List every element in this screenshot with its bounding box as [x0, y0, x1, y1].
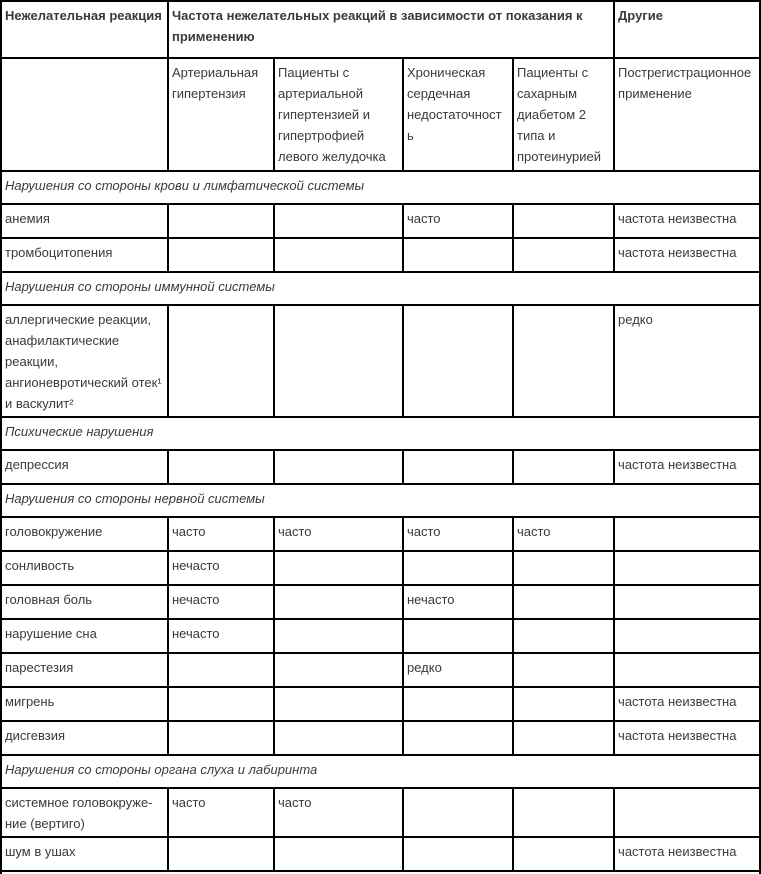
frequency-cell: [513, 204, 614, 238]
frequency-cell: [274, 653, 403, 687]
reaction-cell: парестезия: [1, 653, 168, 687]
frequency-cell: нечасто: [403, 585, 513, 619]
section-label: Нарушения со стороны иммунной системы: [1, 272, 760, 305]
frequency-cell: [274, 305, 403, 417]
frequency-cell: [513, 687, 614, 721]
reaction-cell: аллергические реакции, анафилактические реакции, ангионевротический отек¹ и васкулит²: [1, 305, 168, 417]
frequency-cell: [614, 517, 760, 551]
frequency-cell: [513, 788, 614, 837]
header-indication-chf: Хроническая сердечная недостаточность: [403, 58, 513, 171]
section-row: [1, 484, 760, 517]
frequency-cell: [274, 619, 403, 653]
reaction-cell: анемия: [1, 204, 168, 238]
frequency-cell: [513, 305, 614, 417]
table-head: [1, 1, 760, 171]
section-row: [1, 171, 760, 204]
table-row: [1, 788, 760, 837]
frequency-cell: частота неизвестна: [614, 450, 760, 484]
section-row: [1, 272, 760, 305]
reaction-cell: системное головокруже- ние (вертиго): [1, 788, 168, 837]
frequency-cell: [614, 551, 760, 585]
table-row: [1, 653, 760, 687]
frequency-cell: [274, 721, 403, 755]
frequency-cell: [274, 551, 403, 585]
table-row: [1, 687, 760, 721]
table-body: [1, 171, 760, 874]
reaction-cell: сонливость: [1, 551, 168, 585]
frequency-cell: [403, 450, 513, 484]
frequency-cell: [403, 788, 513, 837]
reaction-cell: тромбоцитопения: [1, 238, 168, 272]
frequency-cell: [403, 837, 513, 871]
header-indication-hypertension: Артериальная гипертензия: [168, 58, 274, 171]
frequency-cell: часто: [403, 204, 513, 238]
reaction-cell: головокружение: [1, 517, 168, 551]
frequency-cell: [614, 619, 760, 653]
frequency-cell: [403, 305, 513, 417]
frequency-cell: часто: [274, 517, 403, 551]
frequency-cell: [168, 653, 274, 687]
frequency-cell: [403, 721, 513, 755]
table-row: [1, 305, 760, 417]
header-indication-diabetes: Пациенты с сахарным диабетом 2 типа и протеинурией: [513, 58, 614, 171]
frequency-cell: [513, 837, 614, 871]
frequency-cell: [614, 788, 760, 837]
frequency-cell: часто: [168, 788, 274, 837]
frequency-cell: [614, 585, 760, 619]
header-row-indications: [1, 58, 760, 171]
frequency-cell: [513, 721, 614, 755]
header-postmarketing: Пострегистрационное применение: [614, 58, 760, 171]
frequency-cell: [403, 687, 513, 721]
frequency-cell: частота неизвестна: [614, 238, 760, 272]
table-row: [1, 721, 760, 755]
frequency-cell: [403, 238, 513, 272]
frequency-cell: [168, 837, 274, 871]
frequency-cell: [274, 238, 403, 272]
table-row: [1, 204, 760, 238]
frequency-cell: [513, 585, 614, 619]
header-other-group: Другие: [614, 1, 760, 58]
frequency-cell: нечасто: [168, 585, 274, 619]
frequency-cell: [274, 204, 403, 238]
reaction-cell: дисгевзия: [1, 721, 168, 755]
frequency-cell: [513, 653, 614, 687]
header-frequency-group: Частота нежелательных реакций в зависимости от показания к применению: [168, 1, 614, 58]
frequency-cell: [513, 450, 614, 484]
frequency-cell: [274, 687, 403, 721]
frequency-cell: частота неизвестна: [614, 721, 760, 755]
frequency-cell: [513, 619, 614, 653]
frequency-cell: [513, 238, 614, 272]
section-label: Психические нарушения: [1, 417, 760, 450]
reaction-cell: депрессия: [1, 450, 168, 484]
frequency-cell: [168, 450, 274, 484]
frequency-cell: [274, 585, 403, 619]
frequency-cell: редко: [614, 305, 760, 417]
reaction-cell: мигрень: [1, 687, 168, 721]
table-row: [1, 837, 760, 871]
frequency-cell: [168, 238, 274, 272]
table-row: [1, 517, 760, 551]
table-row: [1, 238, 760, 272]
frequency-cell: [403, 551, 513, 585]
header-indication-lvh: Пациенты с артериальной гипертензией и гипертрофией левого желудочка: [274, 58, 403, 171]
frequency-cell: [403, 619, 513, 653]
header-empty-cell: [1, 58, 168, 171]
frequency-cell: [168, 687, 274, 721]
table-row: [1, 450, 760, 484]
frequency-cell: [614, 653, 760, 687]
table-row: [1, 619, 760, 653]
frequency-cell: редко: [403, 653, 513, 687]
header-row-groups: [1, 1, 760, 58]
section-row: [1, 755, 760, 788]
frequency-cell: [168, 721, 274, 755]
section-label: Нарушения со стороны нервной системы: [1, 484, 760, 517]
frequency-cell: часто: [513, 517, 614, 551]
frequency-cell: часто: [403, 517, 513, 551]
table-row: [1, 551, 760, 585]
frequency-cell: частота неизвестна: [614, 687, 760, 721]
frequency-cell: [274, 450, 403, 484]
frequency-cell: [274, 837, 403, 871]
frequency-cell: часто: [168, 517, 274, 551]
frequency-cell: частота неизвестна: [614, 204, 760, 238]
table-row: [1, 585, 760, 619]
section-label: Нарушения со стороны органа слуха и лабиринта: [1, 755, 760, 788]
frequency-cell: [168, 305, 274, 417]
frequency-cell: часто: [274, 788, 403, 837]
frequency-cell: частота неизвестна: [614, 837, 760, 871]
frequency-cell: [168, 204, 274, 238]
header-reaction-column: Нежелательная реакция: [1, 1, 168, 58]
reaction-cell: нарушение сна: [1, 619, 168, 653]
reaction-cell: шум в ушах: [1, 837, 168, 871]
frequency-cell: нечасто: [168, 551, 274, 585]
reaction-cell: головная боль: [1, 585, 168, 619]
section-row: [1, 417, 760, 450]
frequency-cell: [513, 551, 614, 585]
section-label: Нарушения со стороны крови и лимфатической системы: [1, 171, 760, 204]
frequency-cell: нечасто: [168, 619, 274, 653]
